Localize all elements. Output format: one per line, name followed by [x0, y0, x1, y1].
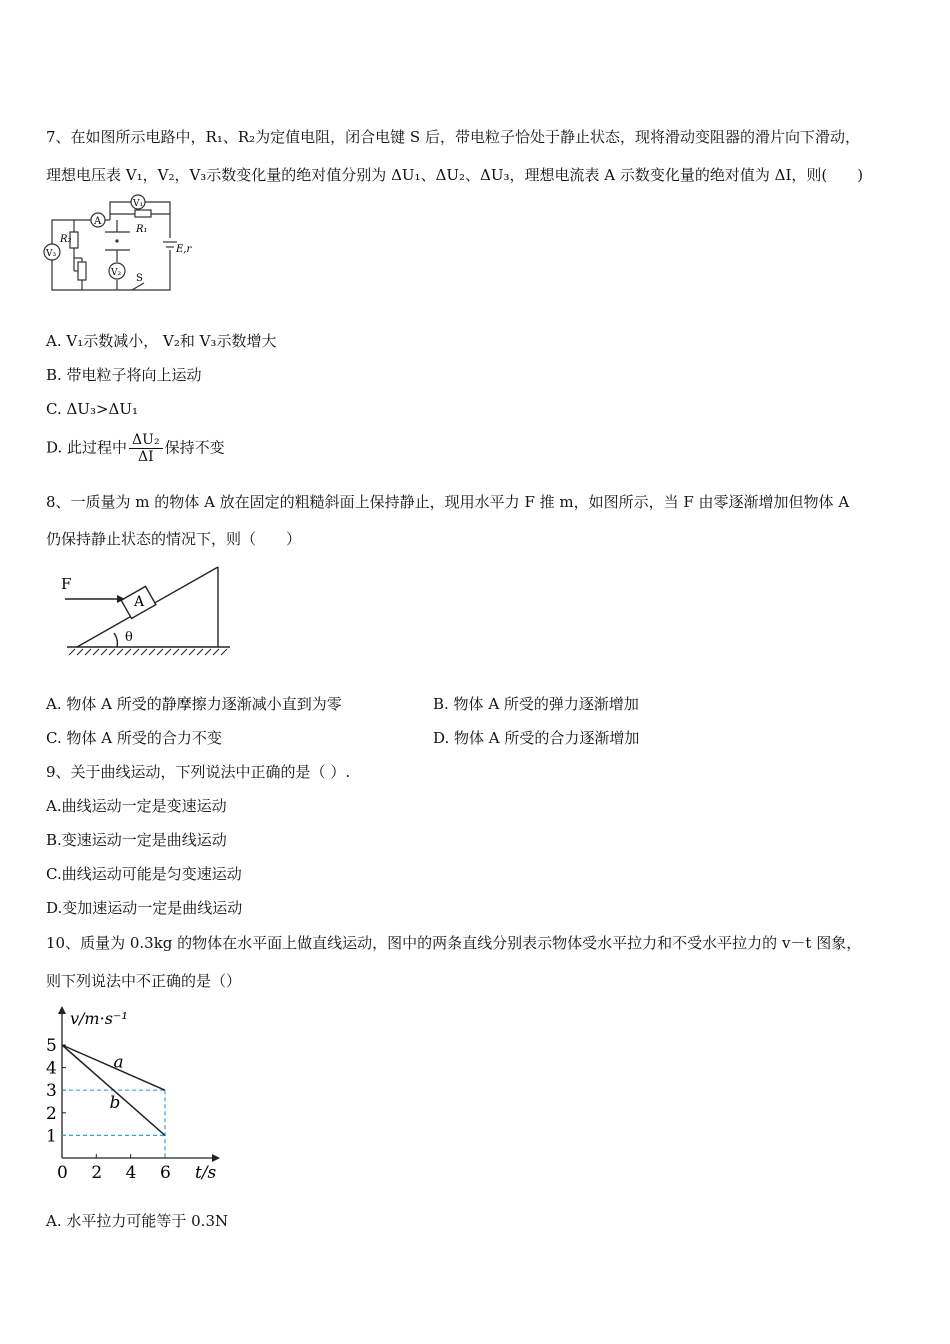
q8-line-2: 仍保持静止状态的情况下，则（ ）: [46, 530, 302, 548]
force-label: F: [61, 575, 72, 593]
q8-option-a: A. 物体 A 所受的静摩擦力逐渐减小直到为零: [46, 695, 342, 713]
block-label: A: [134, 594, 145, 610]
q10-line-1: 10、质量为 0.3kg 的物体在水平面上做直线运动，图中的两条直线分别表示物体受水平拉力和不受水平拉力的 v－t 图象，: [46, 934, 862, 952]
q7-line-1: 7、在如图所示电路中，R₁、R₂为定值电阻，闭合电键 S 后，带电粒子恰处于静止状态，现将滑动变阻器的滑片向下滑动，: [46, 128, 860, 146]
q10-line-2: 则下列说法中不正确的是（）: [46, 972, 242, 990]
r1-label: R₁: [136, 224, 148, 235]
q7-option-c: C. ΔU₃>ΔU₁: [46, 400, 139, 418]
v2-label: V₂: [111, 268, 122, 278]
y-tick-label: 4: [46, 1058, 57, 1079]
series-label-a: a: [113, 1052, 124, 1073]
switch-label: S: [136, 273, 143, 284]
fraction-numerator: ΔU₂: [129, 432, 163, 449]
series-label-b: b: [109, 1092, 121, 1113]
y-tick-label: 5: [46, 1036, 57, 1056]
q10-option-a: A. 水平拉力可能等于 0.3N: [46, 1212, 229, 1230]
x-tick-label: 0: [57, 1163, 68, 1183]
q8-option-b: B. 物体 A 所受的弹力逐渐增加: [433, 695, 639, 713]
y-tick-label: 1: [46, 1126, 57, 1147]
q7-option-b: B. 带电粒子将向上运动: [46, 366, 202, 384]
y-tick-label: 2: [46, 1103, 57, 1124]
q8-option-d: D. 物体 A 所受的合力逐渐增加: [433, 729, 640, 747]
q9-option-c: C.曲线运动可能是匀变速运动: [46, 865, 242, 883]
q9-option-b: B.变速运动一定是曲线运动: [46, 831, 227, 849]
circuit-diagram: [40, 190, 200, 300]
q7-option-d-prefix: D. 此过程中: [46, 438, 128, 457]
q7-option-d-suffix: 保持不变: [164, 438, 225, 457]
y-axis-label: v/m·s⁻¹: [70, 1009, 128, 1028]
y-axis-arrow: [58, 1006, 66, 1014]
q7-line-2: 理想电压表 V₁，V₂，V₃示数变化量的绝对值分别为 ΔU₁、ΔU₂、ΔU₃，理想电流表 A 示数变化量的绝对值为 ΔI，则( ): [46, 166, 864, 184]
x-tick-label: 6: [160, 1163, 171, 1183]
r2-label: R₂: [60, 234, 72, 245]
angle-label: θ: [125, 630, 133, 645]
q9-line-1: 9、关于曲线运动，下列说法中正确的是（ ）.: [46, 763, 351, 781]
v3-label: V₃: [46, 249, 57, 259]
fraction-denominator: ΔI: [137, 449, 154, 465]
x-axis-arrow: [212, 1154, 220, 1162]
q8-line-1: 8、一质量为 m 的物体 A 放在固定的粗糙斜面上保持静止，现用水平力 F 推 m，如图所示，当 F 由零逐渐增加但物体 A: [46, 493, 850, 511]
y-tick-label: 3: [46, 1081, 57, 1102]
delta-fraction: [129, 432, 163, 465]
v1-label: V₁: [133, 199, 144, 209]
q7-option-a: A. V₁示数减小， V₂和 V₃示数增大: [46, 332, 277, 350]
ammeter-label: A: [94, 216, 102, 227]
q9-option-d: D.变加速运动一定是曲线运动: [46, 899, 243, 917]
vt-graph: [40, 1000, 230, 1185]
x-axis-label: t/s: [195, 1163, 217, 1183]
q7-option-d: [46, 432, 225, 465]
q9-option-a: A.曲线运动一定是变速运动: [46, 797, 227, 815]
incline-diagram: [55, 565, 235, 665]
er-label: E,r: [176, 244, 192, 255]
x-tick-label: 2: [91, 1163, 103, 1183]
x-tick-label: 4: [125, 1163, 137, 1183]
q8-option-c: C. 物体 A 所受的合力不变: [46, 729, 222, 747]
